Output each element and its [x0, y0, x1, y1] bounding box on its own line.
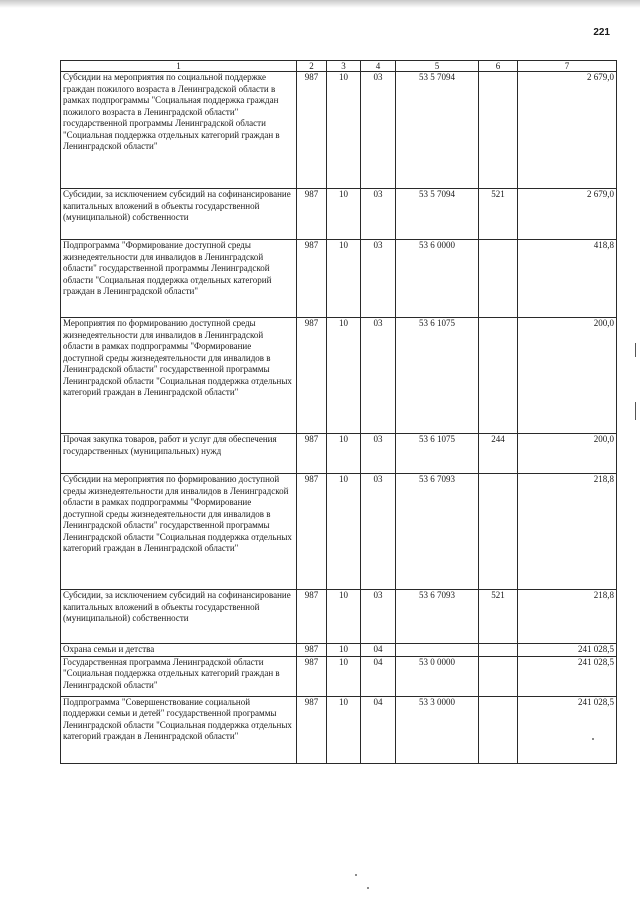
column-header: 6: [479, 61, 518, 72]
column-header: 3: [327, 61, 361, 72]
cell-code-6: 244: [479, 434, 518, 474]
cell-code-2: 987: [297, 590, 327, 644]
cell-code-4: 04: [361, 696, 396, 763]
cell-amount: 241 028,5: [518, 696, 617, 763]
cell-code-2: 987: [297, 318, 327, 434]
row-name: Субсидии, за исключением субсидий на софинансирование капитальных вложений в объекты государственной (муниципальной) собственности: [61, 189, 297, 240]
cell-code-2: 987: [297, 696, 327, 763]
cell-code-2: 987: [297, 474, 327, 590]
cell-amount: 218,8: [518, 474, 617, 590]
table-row: [61, 590, 617, 644]
cell-code-6: [479, 240, 518, 318]
cell-code-6: [479, 72, 518, 189]
cell-code-6: [479, 644, 518, 657]
scan-speck: [367, 887, 369, 889]
cell-code-2: 987: [297, 189, 327, 240]
cell-code-5: 53 5 7094: [396, 72, 479, 189]
table-row: [61, 72, 617, 189]
cell-code-5: 53 6 1075: [396, 434, 479, 474]
cell-code-3: 10: [327, 434, 361, 474]
cell-amount: 200,0: [518, 318, 617, 434]
cell-amount: 241 028,5: [518, 656, 617, 696]
cell-code-6: [479, 656, 518, 696]
cell-code-2: 987: [297, 434, 327, 474]
cell-code-3: 10: [327, 474, 361, 590]
row-name: Мероприятия по формированию доступной среды жизнедеятельности для инвалидов в Ленинградской области в рамках подпрограммы "Формирование доступной среды жизнедеятельности для инвалидов в Ленинградской области" государственной программы Ленинградской области "Социальная поддержка отдельных категорий граждан в Ленинградской области": [61, 318, 297, 434]
cell-code-4: 03: [361, 72, 396, 189]
cell-code-4: 04: [361, 644, 396, 657]
cell-amount: 200,0: [518, 434, 617, 474]
scan-edge-mark: [635, 402, 636, 420]
cell-code-4: 03: [361, 240, 396, 318]
table-row: [61, 240, 617, 318]
table-row: [61, 434, 617, 474]
cell-code-5: 53 6 7093: [396, 474, 479, 590]
row-name: Прочая закупка товаров, работ и услуг для обеспечения государственных (муниципальных) нужд: [61, 434, 297, 474]
table-header-row: [61, 61, 617, 72]
cell-amount: 418,8: [518, 240, 617, 318]
column-header: 7: [518, 61, 617, 72]
page-number: 221: [593, 27, 610, 38]
budget-table: [60, 60, 617, 764]
cell-amount: 2 679,0: [518, 72, 617, 189]
cell-amount: 241 028,5: [518, 644, 617, 657]
cell-code-4: 03: [361, 434, 396, 474]
cell-code-3: 10: [327, 72, 361, 189]
cell-code-3: 10: [327, 189, 361, 240]
table-row: [61, 644, 617, 657]
cell-amount: 218,8: [518, 590, 617, 644]
table-row: [61, 696, 617, 763]
column-header: 2: [297, 61, 327, 72]
cell-code-3: 10: [327, 318, 361, 434]
cell-code-4: 04: [361, 656, 396, 696]
column-header: 5: [396, 61, 479, 72]
cell-code-5: 53 0 0000: [396, 656, 479, 696]
column-header: 4: [361, 61, 396, 72]
row-name: Охрана семьи и детства: [61, 644, 297, 657]
cell-code-5: 53 6 1075: [396, 318, 479, 434]
cell-code-6: 521: [479, 189, 518, 240]
cell-code-5: [396, 644, 479, 657]
cell-code-5: 53 5 7094: [396, 189, 479, 240]
row-name: Подпрограмма "Формирование доступной среды жизнедеятельности для инвалидов в Ленинградской области" государственной программы Ленинградской области "Социальная поддержка отдельных категорий граждан в Ленинградской области": [61, 240, 297, 318]
cell-code-3: 10: [327, 656, 361, 696]
row-name: Подпрограмма "Совершенствование социальной поддержки семьи и детей" государственной программы Ленинградской области "Социальная поддержка отдельных категорий граждан в Ленинградской области": [61, 696, 297, 763]
cell-code-2: 987: [297, 644, 327, 657]
cell-code-2: 987: [297, 656, 327, 696]
cell-code-6: [479, 696, 518, 763]
cell-code-4: 03: [361, 474, 396, 590]
cell-code-2: 987: [297, 240, 327, 318]
table-row: [61, 318, 617, 434]
column-header: 1: [61, 61, 297, 72]
cell-code-5: 53 6 7093: [396, 590, 479, 644]
cell-code-3: 10: [327, 590, 361, 644]
row-name: Субсидии на мероприятия по социальной поддержке граждан пожилого возраста в Ленинградской области в рамках подпрограммы "Социальная поддержка граждан пожилого возраста в Ленинградской области" государственной программы Ленинградской области "Социальная поддержка отдельных категорий граждан в Ленинградской области": [61, 72, 297, 189]
row-name: Субсидии, за исключением субсидий на софинансирование капитальных вложений в объекты государственной (муниципальной) собственности: [61, 590, 297, 644]
table-row: [61, 656, 617, 696]
cell-code-5: 53 3 0000: [396, 696, 479, 763]
cell-code-6: [479, 318, 518, 434]
cell-code-3: 10: [327, 240, 361, 318]
cell-code-6: 521: [479, 590, 518, 644]
cell-code-5: 53 6 0000: [396, 240, 479, 318]
cell-code-4: 03: [361, 318, 396, 434]
table-row: [61, 189, 617, 240]
scan-speck: [355, 874, 357, 876]
cell-code-6: [479, 474, 518, 590]
cell-amount: 2 679,0: [518, 189, 617, 240]
cell-code-3: 10: [327, 696, 361, 763]
scan-edge-mark: [635, 343, 636, 357]
row-name: Государственная программа Ленинградской области "Социальная поддержка отдельных категорий граждан в Ленинградской области": [61, 656, 297, 696]
scan-speck: [592, 738, 594, 740]
scan-top-shadow: [0, 0, 640, 8]
cell-code-3: 10: [327, 644, 361, 657]
cell-code-4: 03: [361, 590, 396, 644]
cell-code-2: 987: [297, 72, 327, 189]
table-row: [61, 474, 617, 590]
row-name: Субсидии на мероприятия по формированию доступной среды жизнедеятельности для инвалидов в Ленинградской области в рамках подпрограммы "Формирование доступной среды жизнедеятельности для инвалидов в Ленинградской области" государственной программы Ленинградской области "Социальная поддержка отдельных категорий граждан в Ленинградской области": [61, 474, 297, 590]
cell-code-4: 03: [361, 189, 396, 240]
